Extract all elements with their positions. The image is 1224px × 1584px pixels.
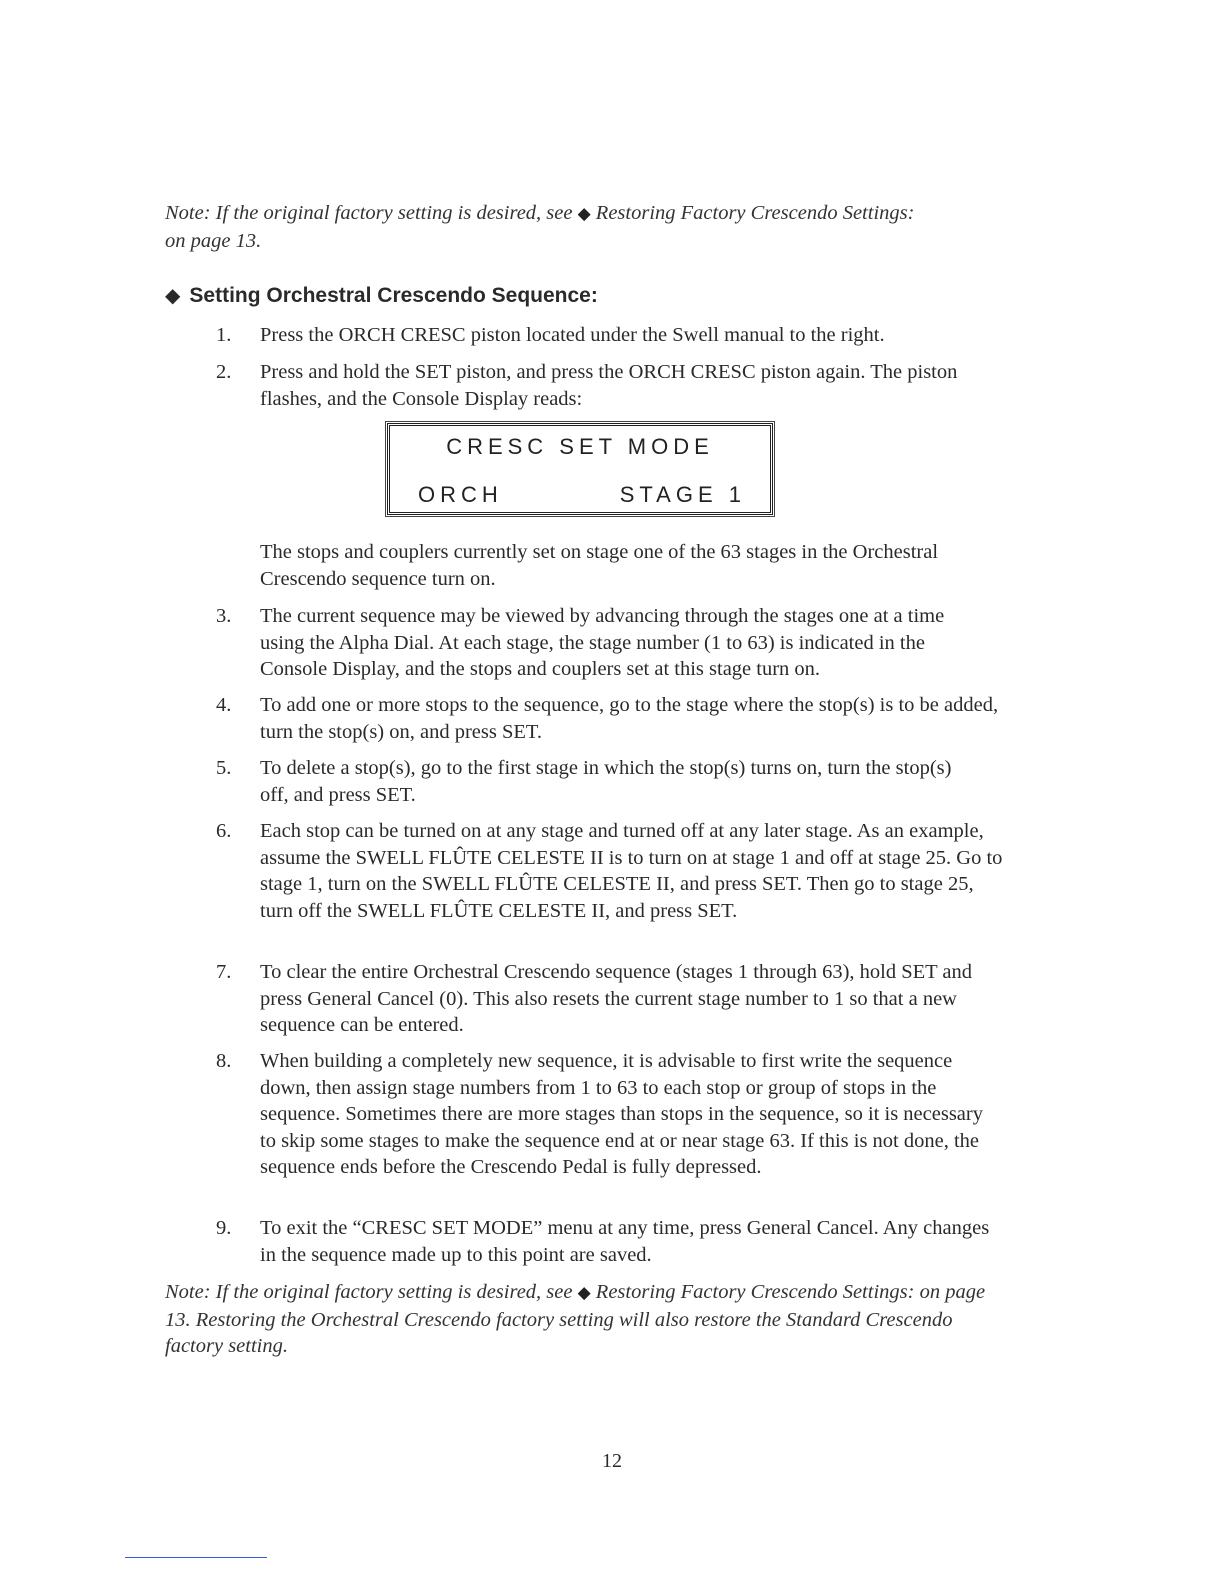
- section-heading: [165, 283, 598, 308]
- page-number: 12: [602, 1450, 622, 1472]
- diamond-icon: ◆: [165, 285, 181, 307]
- step-number: 8.: [216, 1050, 232, 1072]
- note-top-link[interactable]: Restoring Factory Crescendo Settings:: [590, 202, 915, 224]
- console-display-mode: ORCH: [418, 482, 503, 507]
- step-text: Each stop can be turned on at any stage and turned off at any later stage. As an example, assume the SWELL FLÛTE CELESTE II is to turn on at stage 1 and off at stage 25. Go to stage 1, turn on the SWELL FLÛTE CELESTE II, and press SET. Then go to stage 25, turn off the SWELL FLÛTE CELESTE II, and press SET.: [260, 820, 1003, 922]
- step-number: 2.: [216, 361, 232, 383]
- step-text: To delete a stop(s), go to the first stage in which the stop(s) turns on, turn the stop(s) off, and press SET.: [260, 757, 952, 806]
- note-bottom-prefix: Note: If the original factory setting is desired, see: [165, 1281, 578, 1303]
- step-text: Press and hold the SET piston, and press the ORCH CRESC piston again. The piston flashes, and the Console Display reads:: [260, 361, 958, 410]
- step-text: To exit the “CRESC SET MODE” menu at any time, press General Cancel. Any changes in the sequence made up to this point are saved.: [260, 1217, 990, 1266]
- console-display: [387, 423, 773, 515]
- step-number: 6.: [216, 820, 232, 842]
- step-number: 1.: [216, 324, 232, 346]
- console-display-stage: STAGE 1: [619, 482, 746, 507]
- step-text: To add one or more stops to the sequence, go to the stage where the stop(s) is to be added, turn the stop(s) on, and press SET.: [260, 694, 999, 743]
- step-text: To clear the entire Orchestral Crescendo sequence (stages 1 through 63), hold SET and press General Cancel (0). This also resets the current stage number to 1 so that a new sequence can be entered.: [260, 961, 973, 1036]
- footer-rule: [125, 1557, 267, 1558]
- step-text: Press the ORCH CRESC piston located under the Swell manual to the right.: [260, 324, 885, 346]
- step-number: 5.: [216, 757, 232, 779]
- step-number: 9.: [216, 1217, 232, 1239]
- note-bottom-rest: on page 13. Restoring the Orchestral Crescendo factory setting will also restore the Standard Crescendo factory setting.: [165, 1281, 986, 1357]
- note-bottom-link[interactable]: Restoring Factory Crescendo Settings:: [590, 1281, 915, 1303]
- display-result-text: The stops and couplers currently set on stage one of the 63 stages in the Orchestral Crescendo sequence turn on.: [260, 541, 939, 590]
- note-bottom: [165, 1279, 1005, 1360]
- note-top: [165, 200, 1015, 254]
- step-text: When building a completely new sequence, it is advisable to first write the sequence down, then assign stage numbers from 1 to 63 to each stop or group of stops in the sequence. Sometimes there are more stages than stops in the sequence, so it is necessary to skip some stages to make the sequence end at or near stage 63. If this is not done, the sequence ends before the Crescendo Pedal is fully depressed.: [260, 1050, 983, 1178]
- note-top-prefix: Note: If the original factory setting is desired, see: [165, 202, 578, 224]
- step-number: 7.: [216, 961, 232, 983]
- diamond-icon: ◆: [577, 1283, 591, 1302]
- section-heading-text: Setting Orchestral Crescendo Sequence:: [189, 284, 598, 307]
- step-number: 3.: [216, 605, 232, 627]
- diamond-icon: ◆: [577, 204, 591, 223]
- console-display-line1: CRESC SET MODE: [446, 434, 714, 459]
- step-number: 4.: [216, 694, 232, 716]
- step-text: The current sequence may be viewed by advancing through the stages one at a time using the Alpha Dial. At each stage, the stage number (1 to 63) is indicated in the Console Display, and the stops and couplers set at this stage turn on.: [260, 605, 945, 680]
- note-top-line2: on page 13.: [165, 229, 262, 252]
